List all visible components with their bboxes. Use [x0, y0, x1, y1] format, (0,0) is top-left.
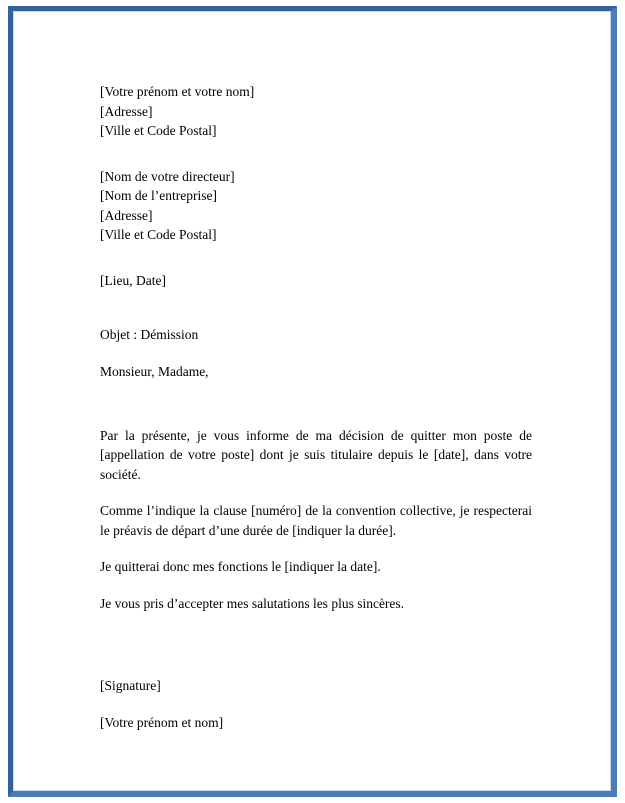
place-date: [Lieu, Date] [100, 272, 166, 288]
recipient-line: [Nom de l’entreprise] [100, 188, 217, 204]
recipient-address-block [100, 167, 532, 245]
recipient-line: [Ville et Code Postal] [100, 227, 217, 243]
spacer [100, 291, 532, 325]
subject-line: Objet : Démission [100, 326, 199, 342]
signature-line: [Signature] [100, 677, 161, 693]
letter-content [100, 82, 532, 733]
spacer [100, 614, 532, 676]
body-paragraph: Je vous pris d’accepter mes salutations les plus sincères. [100, 596, 405, 611]
signature-name: [Votre prénom et nom] [100, 715, 224, 731]
recipient-line: [Nom de votre directeur] [100, 168, 235, 184]
sender-line: [Ville et Code Postal] [100, 123, 217, 139]
document-page [14, 12, 610, 790]
spacer [100, 344, 532, 362]
body-paragraph: Je quitterai donc mes fonctions le [indiquer la date]. [100, 559, 381, 575]
body-paragraph: Par la présente, je vous informe de ma décision de quitter mon poste de [appellation de votre poste] dont je suis titulaire depuis le [date], dans votre société. [100, 427, 532, 482]
spacer [100, 382, 532, 426]
sender-address-block [100, 82, 532, 141]
body-paragraph: Comme l’indique la clause [numéro] de la convention collective, je respecterai le préavis de départ d’une durée de [indiquer la durée]. [100, 503, 532, 538]
spacer [100, 141, 532, 167]
document-border [8, 6, 617, 797]
sender-line: [Adresse] [100, 103, 153, 119]
signature-block [100, 676, 532, 733]
spacer [100, 245, 532, 271]
salutation: Monsieur, Madame, [100, 364, 209, 380]
sender-line: [Votre prénom et votre nom] [100, 84, 255, 99]
recipient-line: [Adresse] [100, 207, 153, 223]
spacer [100, 695, 532, 713]
document-border-inner [13, 11, 611, 791]
